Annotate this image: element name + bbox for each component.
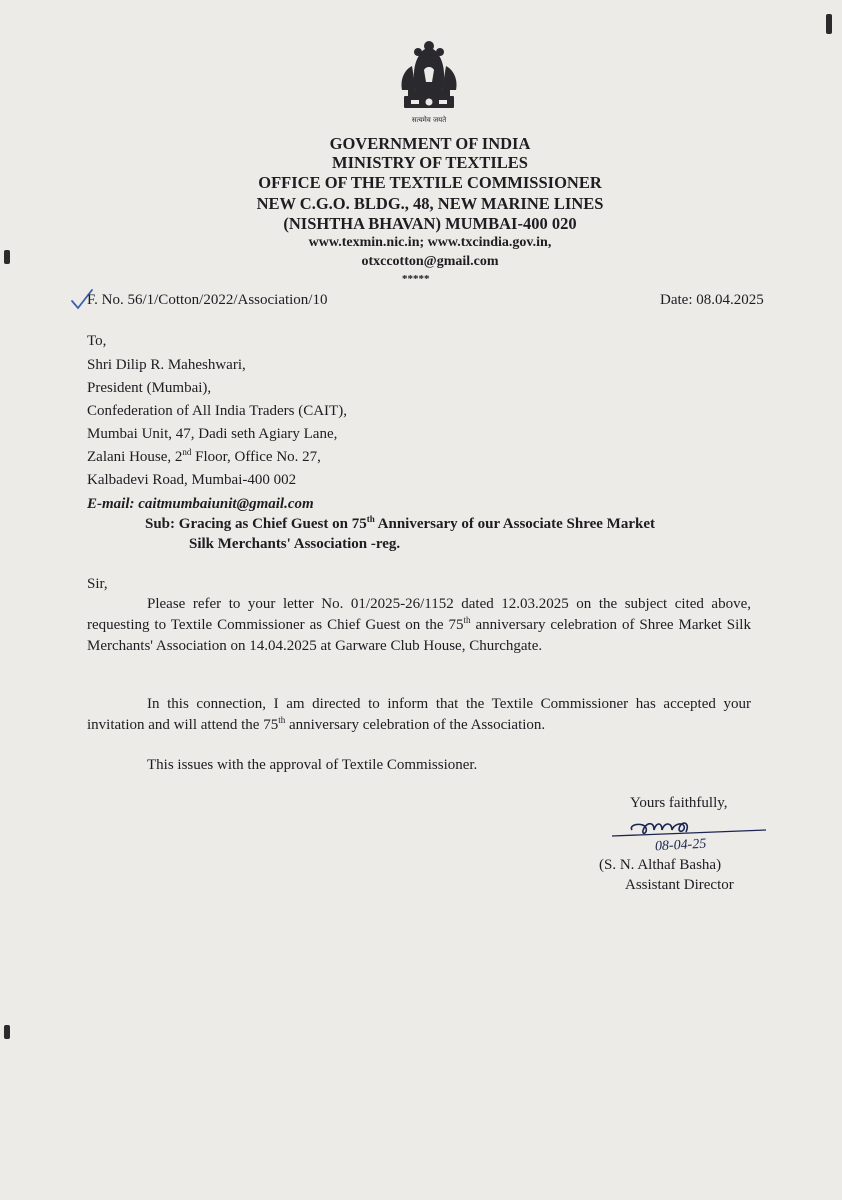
header-stars: *****	[402, 273, 430, 285]
scan-mark	[4, 250, 10, 264]
header-ministry: MINISTRY OF TEXTILES	[332, 153, 528, 172]
header-websites: www.texmin.nic.in; www.txcindia.gov.in,	[308, 235, 552, 250]
letter-date: Date: 08.04.2025	[660, 292, 764, 308]
scan-mark	[4, 1025, 10, 1039]
header-address-1: NEW C.G.O. BLDG., 48, NEW MARINE LINES	[256, 194, 604, 213]
state-emblem-icon	[394, 40, 464, 128]
body-paragraph-1: Please refer to your letter No. 01/2025-26/1152 dated 12.03.2025 on the subject cited above, requesting to Textile Commissioner as Chief Guest on the 75th anniversary celebration of Shree Market Silk Merchants' Association on 14.04.2025 at Garware Club House, Churchgate.	[87, 596, 751, 654]
file-number: F. No. 56/1/Cotton/2022/Association/10	[87, 292, 328, 308]
scan-mark	[826, 14, 832, 34]
signatory-name: (S. N. Althaf Basha)	[599, 857, 722, 873]
emblem-motto: सत्यमेव जयते	[411, 116, 447, 124]
header-email: otxccotton@gmail.com	[361, 254, 499, 269]
address-to: To,	[87, 333, 107, 349]
address-line: President (Mumbai),	[87, 380, 212, 396]
address-line: Shri Dilip R. Maheshwari,	[87, 357, 246, 373]
recipient-email: E-mail: caitmumbaiunit@gmail.com	[87, 496, 314, 512]
header-address-2: (NISHTHA BHAVAN) MUMBAI-400 020	[283, 214, 577, 233]
signature-date: 08-04-25	[654, 836, 707, 855]
body-paragraph-3: This issues with the approval of Textile Commissioner.	[147, 757, 478, 773]
salutation: Sir,	[87, 576, 108, 592]
address-line: Zalani House, 2nd Floor, Office No. 27,	[87, 447, 321, 465]
header-office: OFFICE OF THE TEXTILE COMMISSIONER	[258, 173, 602, 192]
subject-line-2: Silk Merchants' Association -reg.	[189, 536, 401, 552]
address-line: Kalbadevi Road, Mumbai-400 002	[87, 472, 297, 488]
body-paragraph-2: In this connection, I am directed to inform that the Textile Commissioner has accepted your invitation and will attend the 75th anniversary celebration of the Association.	[87, 696, 751, 733]
signatory-designation: Assistant Director	[625, 877, 734, 893]
address-line: Mumbai Unit, 47, Dadi seth Agiary Lane,	[87, 426, 338, 442]
subject-line-1: Sub: Gracing as Chief Guest on 75th Anniversary of our Associate Shree Market	[145, 514, 655, 532]
header-government: GOVERNMENT OF INDIA	[329, 134, 531, 153]
closing: Yours faithfully,	[630, 795, 728, 811]
address-line: Confederation of All India Traders (CAIT),	[87, 403, 347, 419]
